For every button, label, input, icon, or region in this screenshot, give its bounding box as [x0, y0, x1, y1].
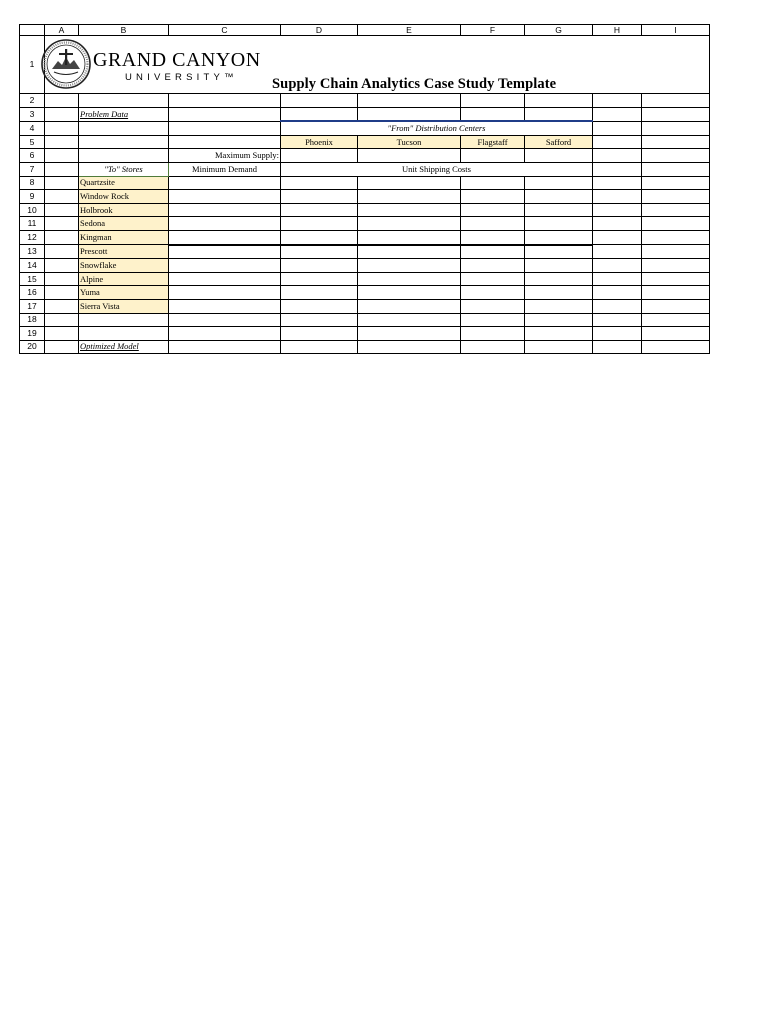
row-17 — [20, 299, 710, 313]
cell[interactable] — [281, 230, 358, 244]
cell[interactable] — [45, 107, 79, 121]
cell[interactable] — [525, 313, 593, 327]
cell[interactable] — [461, 94, 525, 108]
row-14 — [20, 259, 710, 273]
cell[interactable] — [79, 327, 169, 341]
cell[interactable] — [45, 245, 79, 259]
row-header-4[interactable]: 4 — [20, 121, 45, 135]
cell[interactable] — [281, 272, 358, 286]
unit-shipping-costs-label[interactable]: Unit Shipping Costs — [281, 162, 593, 176]
cell[interactable] — [281, 259, 358, 273]
row-header-13[interactable]: 13 — [20, 245, 45, 259]
row-header-19[interactable]: 19 — [20, 327, 45, 341]
page-title: Supply Chain Analytics Case Study Template — [272, 76, 557, 92]
cell[interactable] — [45, 190, 79, 204]
row-header-10[interactable]: 10 — [20, 203, 45, 217]
cell[interactable] — [45, 176, 79, 190]
from-distribution-centers-label[interactable]: "From" Distribution Centers — [281, 121, 593, 135]
cell[interactable] — [593, 272, 642, 286]
cell[interactable] — [79, 94, 169, 108]
to-stores-label[interactable]: "To" Stores — [79, 162, 169, 176]
column-header-g[interactable]: G — [525, 25, 593, 36]
cell[interactable] — [461, 230, 525, 244]
cell[interactable] — [45, 121, 79, 135]
cell[interactable] — [281, 340, 358, 354]
university-logo — [41, 35, 261, 93]
cell[interactable] — [642, 94, 710, 108]
cell[interactable] — [281, 203, 358, 217]
column-header-b[interactable]: B — [79, 25, 169, 36]
store-sierra-vista[interactable]: Sierra Vista — [79, 299, 169, 313]
cell[interactable] — [169, 190, 281, 204]
cell[interactable] — [79, 121, 169, 135]
row-13 — [20, 245, 710, 259]
cell[interactable] — [642, 299, 710, 313]
row-15 — [20, 272, 710, 286]
cell[interactable] — [358, 217, 461, 231]
column-header-f[interactable]: F — [461, 25, 525, 36]
row-header-9[interactable]: 9 — [20, 190, 45, 204]
row-header-2[interactable]: 2 — [20, 94, 45, 108]
cell[interactable] — [281, 217, 358, 231]
cell[interactable] — [45, 340, 79, 354]
cell[interactable] — [169, 340, 281, 354]
store-holbrook[interactable]: Holbrook — [79, 203, 169, 217]
cell[interactable] — [642, 259, 710, 273]
cell[interactable] — [461, 327, 525, 341]
row-header-6[interactable]: 6 — [20, 149, 45, 163]
cell[interactable] — [525, 327, 593, 341]
cell[interactable] — [593, 190, 642, 204]
store-quartzsite[interactable]: Quartzsite — [79, 176, 169, 190]
cell[interactable] — [45, 135, 79, 149]
cell[interactable] — [461, 217, 525, 231]
cell[interactable] — [593, 299, 642, 313]
cell[interactable] — [461, 272, 525, 286]
cell[interactable] — [79, 135, 169, 149]
cell[interactable] — [525, 230, 593, 244]
cell[interactable] — [642, 121, 710, 135]
cell[interactable] — [461, 299, 525, 313]
cell[interactable] — [169, 286, 281, 300]
row-2 — [20, 94, 710, 108]
row-header-1[interactable]: 1 — [20, 36, 45, 94]
row-16 — [20, 286, 710, 300]
cell[interactable] — [45, 259, 79, 273]
cell[interactable] — [358, 272, 461, 286]
cell[interactable] — [642, 313, 710, 327]
row-header-11[interactable]: 11 — [20, 217, 45, 231]
row-10 — [20, 203, 710, 217]
cell[interactable] — [281, 299, 358, 313]
cell[interactable] — [642, 217, 710, 231]
cell[interactable] — [461, 245, 525, 259]
cell[interactable] — [525, 340, 593, 354]
cell[interactable] — [593, 203, 642, 217]
store-prescott[interactable]: Prescott — [79, 245, 169, 259]
column-header-d[interactable]: D — [281, 25, 358, 36]
optimized-model-label[interactable]: Optimized Model — [79, 340, 169, 354]
row-header-15[interactable]: 15 — [20, 272, 45, 286]
cell[interactable] — [79, 149, 169, 163]
store-window-rock[interactable]: Window Rock — [79, 190, 169, 204]
cell[interactable] — [593, 340, 642, 354]
cell[interactable] — [461, 340, 525, 354]
row-11 — [20, 217, 710, 231]
cell[interactable] — [45, 299, 79, 313]
cell[interactable] — [281, 190, 358, 204]
cell[interactable] — [45, 272, 79, 286]
cell[interactable] — [642, 245, 710, 259]
row-20 — [20, 340, 710, 354]
column-header-c[interactable]: C — [169, 25, 281, 36]
cell[interactable] — [642, 162, 710, 176]
cell[interactable] — [461, 203, 525, 217]
cell[interactable] — [461, 149, 525, 163]
cell[interactable] — [461, 313, 525, 327]
row-header-3[interactable]: 3 — [20, 107, 45, 121]
cell[interactable] — [45, 149, 79, 163]
row-19 — [20, 327, 710, 341]
row-header-8[interactable]: 8 — [20, 176, 45, 190]
cell[interactable] — [169, 272, 281, 286]
center-tucson[interactable]: Tucson — [358, 135, 461, 149]
cell[interactable] — [281, 286, 358, 300]
cell[interactable] — [525, 272, 593, 286]
cell[interactable] — [169, 245, 281, 259]
row-8 — [20, 176, 710, 190]
logo-wordmark: GRAND CANYON — [93, 49, 261, 71]
cell[interactable] — [45, 230, 79, 244]
cell[interactable] — [642, 230, 710, 244]
cell[interactable] — [593, 217, 642, 231]
cell[interactable] — [169, 217, 281, 231]
cell[interactable] — [642, 203, 710, 217]
row-18 — [20, 313, 710, 327]
cell[interactable] — [358, 107, 461, 121]
cell[interactable] — [593, 286, 642, 300]
row-header-14[interactable]: 14 — [20, 259, 45, 273]
row-header-12[interactable]: 12 — [20, 230, 45, 244]
cell[interactable] — [45, 327, 79, 341]
cell[interactable] — [593, 107, 642, 121]
cell[interactable] — [525, 286, 593, 300]
row-header-17[interactable]: 17 — [20, 299, 45, 313]
logo-subtitle: UNIVERSITY™ — [125, 72, 238, 83]
cell[interactable] — [169, 299, 281, 313]
cell[interactable] — [642, 340, 710, 354]
cell[interactable] — [169, 135, 281, 149]
cell[interactable] — [169, 327, 281, 341]
cell[interactable] — [169, 259, 281, 273]
cell[interactable] — [281, 107, 358, 121]
center-flagstaff[interactable]: Flagstaff — [461, 135, 525, 149]
cell[interactable] — [525, 259, 593, 273]
cell[interactable] — [281, 313, 358, 327]
cell[interactable] — [358, 299, 461, 313]
cell[interactable] — [358, 259, 461, 273]
cell[interactable] — [525, 299, 593, 313]
cell[interactable] — [461, 286, 525, 300]
cell[interactable] — [358, 313, 461, 327]
cell[interactable] — [358, 327, 461, 341]
cell[interactable] — [525, 149, 593, 163]
cell[interactable] — [45, 217, 79, 231]
cell[interactable] — [593, 149, 642, 163]
cell[interactable] — [525, 176, 593, 190]
cell[interactable] — [593, 176, 642, 190]
cell[interactable] — [642, 149, 710, 163]
cell[interactable] — [358, 286, 461, 300]
maximum-supply-label[interactable]: Maximum Supply: — [169, 149, 281, 163]
cell[interactable] — [525, 94, 593, 108]
row-12 — [20, 230, 710, 244]
column-header-a[interactable]: A — [45, 25, 79, 36]
row-3 — [20, 107, 710, 121]
cell[interactable] — [358, 340, 461, 354]
row-header-7[interactable]: 7 — [20, 162, 45, 176]
cell[interactable] — [281, 245, 358, 259]
cell[interactable] — [45, 313, 79, 327]
cell[interactable] — [358, 190, 461, 204]
store-kingman[interactable]: Kingman — [79, 230, 169, 244]
cell[interactable] — [169, 230, 281, 244]
column-header-row — [20, 25, 710, 36]
cell[interactable] — [461, 259, 525, 273]
cell[interactable] — [525, 217, 593, 231]
store-sedona[interactable]: Sedona — [79, 217, 169, 231]
cell[interactable] — [642, 272, 710, 286]
row-header-20[interactable]: 20 — [20, 340, 45, 354]
cell[interactable] — [461, 190, 525, 204]
cell[interactable] — [593, 94, 642, 108]
center-safford[interactable]: Safford — [525, 135, 593, 149]
cell[interactable] — [281, 149, 358, 163]
cell[interactable] — [642, 190, 710, 204]
cell[interactable] — [461, 107, 525, 121]
cell[interactable] — [642, 327, 710, 341]
cell[interactable] — [169, 107, 281, 121]
column-header-h[interactable]: H — [593, 25, 642, 36]
cell[interactable] — [358, 94, 461, 108]
cell[interactable] — [45, 162, 79, 176]
row-6 — [20, 149, 710, 163]
cell[interactable] — [45, 286, 79, 300]
cell[interactable] — [525, 190, 593, 204]
cell[interactable] — [281, 94, 358, 108]
cell[interactable] — [169, 203, 281, 217]
column-header-i[interactable]: I — [642, 25, 710, 36]
cell[interactable] — [593, 162, 642, 176]
row-header-16[interactable]: 16 — [20, 286, 45, 300]
row-5 — [20, 135, 710, 149]
university-seal-icon — [41, 35, 91, 93]
cell[interactable] — [593, 230, 642, 244]
cell[interactable] — [642, 135, 710, 149]
cell[interactable] — [642, 107, 710, 121]
cell[interactable] — [593, 327, 642, 341]
column-header-e[interactable]: E — [358, 25, 461, 36]
row-header-5[interactable]: 5 — [20, 135, 45, 149]
select-all-corner[interactable] — [20, 25, 45, 36]
row-4 — [20, 121, 710, 135]
cell[interactable] — [593, 135, 642, 149]
store-snowflake[interactable]: Snowflake — [79, 259, 169, 273]
center-phoenix[interactable]: Phoenix — [281, 135, 358, 149]
cell[interactable] — [169, 176, 281, 190]
row-header-18[interactable]: 18 — [20, 313, 45, 327]
cell[interactable] — [461, 176, 525, 190]
cell[interactable] — [525, 203, 593, 217]
cell[interactable] — [593, 313, 642, 327]
cell[interactable] — [281, 327, 358, 341]
cell[interactable] — [169, 313, 281, 327]
cell[interactable] — [593, 121, 642, 135]
problem-data-label[interactable]: Problem Data — [79, 107, 169, 121]
row-9 — [20, 190, 710, 204]
cell[interactable] — [525, 245, 593, 259]
cell[interactable] — [79, 313, 169, 327]
cell[interactable] — [169, 121, 281, 135]
cell[interactable] — [45, 203, 79, 217]
cell[interactable] — [281, 176, 358, 190]
store-alpine[interactable]: Alpine — [79, 272, 169, 286]
cell[interactable] — [358, 245, 461, 259]
store-yuma[interactable]: Yuma — [79, 286, 169, 300]
cell[interactable] — [642, 176, 710, 190]
cell[interactable] — [358, 176, 461, 190]
minimum-demand-label[interactable]: Minimum Demand — [169, 162, 281, 176]
cell[interactable] — [593, 259, 642, 273]
cell[interactable] — [525, 107, 593, 121]
cell[interactable] — [169, 94, 281, 108]
cell[interactable] — [593, 245, 642, 259]
cell[interactable] — [358, 149, 461, 163]
row-7 — [20, 162, 710, 176]
cell[interactable] — [642, 286, 710, 300]
cell[interactable] — [358, 203, 461, 217]
cell[interactable] — [358, 230, 461, 244]
cell[interactable] — [45, 94, 79, 108]
